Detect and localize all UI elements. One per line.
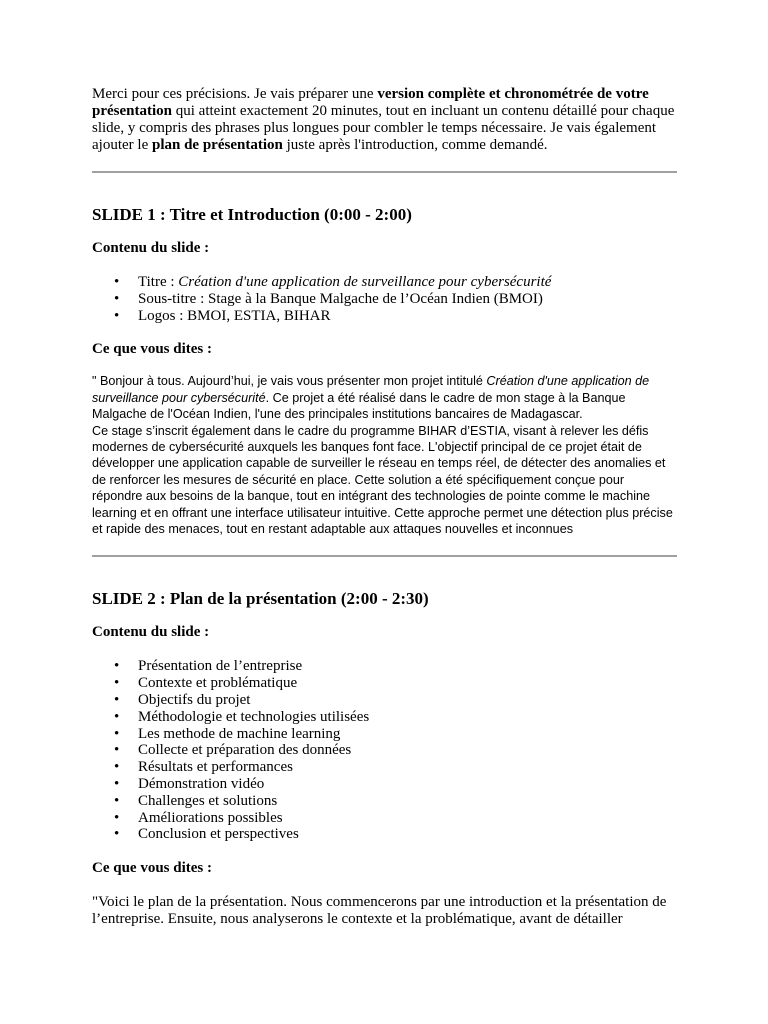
list-item: • Les methode de machine learning (138, 726, 677, 743)
list-item: • Collecte et préparation des données (138, 742, 677, 759)
intro-bold-2: plan de présentation (151, 137, 283, 153)
document-page (92, 86, 677, 928)
horizontal-divider (92, 171, 677, 173)
slide1-content-list (92, 274, 677, 324)
intro-paragraph (92, 86, 677, 154)
slide1-speech-paragraph-2: Ce stage s’inscrit également dans le cadre du programme BIHAR d’ESTIA, visant à relever les défis modernes de cybersécurité auxquels les banques font face. L'objectif principal de ce projet était de développer une application capable de surveiller le réseau en temps réel, de détecter des anomalies et de renforcer les mesures de sécurité en place. Cette solution a été spécifiquement conçue pour répondre aux besoins de la banque, tout en intégrant des technologies de pointe comme le machine learning et en offrant une interface utilisateur intuitive. Cette approche permet une détection plus précise et rapide des menaces, tout en restant adaptable aux attaques nouvelles et inconnues (92, 423, 673, 537)
intro-text-2: qui atteint exactement 20 minutes, tout en incluant un contenu détaillé pour chaque slide, y compris des phrases plus longues pour combler le temps nécessaire. Je vais également ajouter le (92, 103, 675, 153)
slide1-title: SLIDE 1 : Titre et Introduction (0:00 - 2:00) (92, 205, 412, 224)
slide2-content-list (92, 658, 677, 843)
slide2-speech: "Voici le plan de la présentation. Nous commencerons par une introduction et la présentation de l’entreprise. Ensuite, nous analyserons le contexte et la problématique, avant de détailler (92, 894, 667, 928)
intro-text-1: Merci pour ces précisions. Je vais préparer une (92, 86, 378, 102)
slide2-content-label: Contenu du slide : (92, 624, 210, 641)
list-item: • Challenges et solutions (138, 793, 677, 810)
list-item: • Améliorations possibles (138, 810, 677, 827)
horizontal-divider (92, 555, 677, 557)
list-item: • Titre : Création d'une application de surveillance pour cybersécurité (138, 274, 677, 291)
list-item: • Méthodologie et technologies utilisées (138, 709, 677, 726)
list-item: • Résultats et performances (138, 759, 677, 776)
slide2-say-label: Ce que vous dites : (92, 860, 213, 877)
slide2-title: SLIDE 2 : Plan de la présentation (2:00 - 2:30) (92, 589, 429, 609)
list-item: • Objectifs du projet (138, 692, 677, 709)
list-item: • Contexte et problématique (138, 675, 677, 692)
list-item: • Logos : BMOI, ESTIA, BIHAR (138, 308, 677, 325)
slide1-content-label: Contenu du slide : (92, 240, 210, 256)
list-item: • Présentation de l’entreprise (138, 658, 677, 675)
list-item: • Sous-titre : Stage à la Banque Malgache de l’Océan Indien (BMOI) (138, 291, 677, 308)
slide1-say-label: Ce que vous dites : (92, 341, 213, 358)
list-item: • Démonstration vidéo (138, 776, 677, 793)
list-item: • Conclusion et perspectives (138, 826, 677, 843)
slide1-speech: " Bonjour à tous. Aujourd’hui, je vais vous présenter mon projet intitulé Création d'une application de surveillance pour cybersécurité. Ce projet a été réalisé dans le cadre de mon stage à la Banque Malgache de l'Océan Indien, l'une des principales institutions bancaires de Madagascar. Ce stage s’inscrit également dans le cadre du programme BIHAR d’ESTIA, visant à relever les défis modernes de cybersécurité auxquels les banques font face. L'objectif principal de ce projet était de développer une application capable de surveiller le réseau en temps réel, de détecter des anomalies et de renforcer les mesures de sécurité en place. Cette solution a été spécifiquement conçue pour répondre aux besoins de la banque, tout en intégrant des technologies de pointe comme le machine learning et en offrant une interface utilisateur intuitive. Cette approche permet une détection plus précise et rapide des menaces, tout en restant adaptable aux attaques nouvelles et inconnues (92, 373, 677, 537)
intro-bold-1: version complète et chronométrée de votre présentation (92, 86, 649, 119)
intro-text-3: juste après l'introduction, comme demandé. (282, 137, 548, 153)
